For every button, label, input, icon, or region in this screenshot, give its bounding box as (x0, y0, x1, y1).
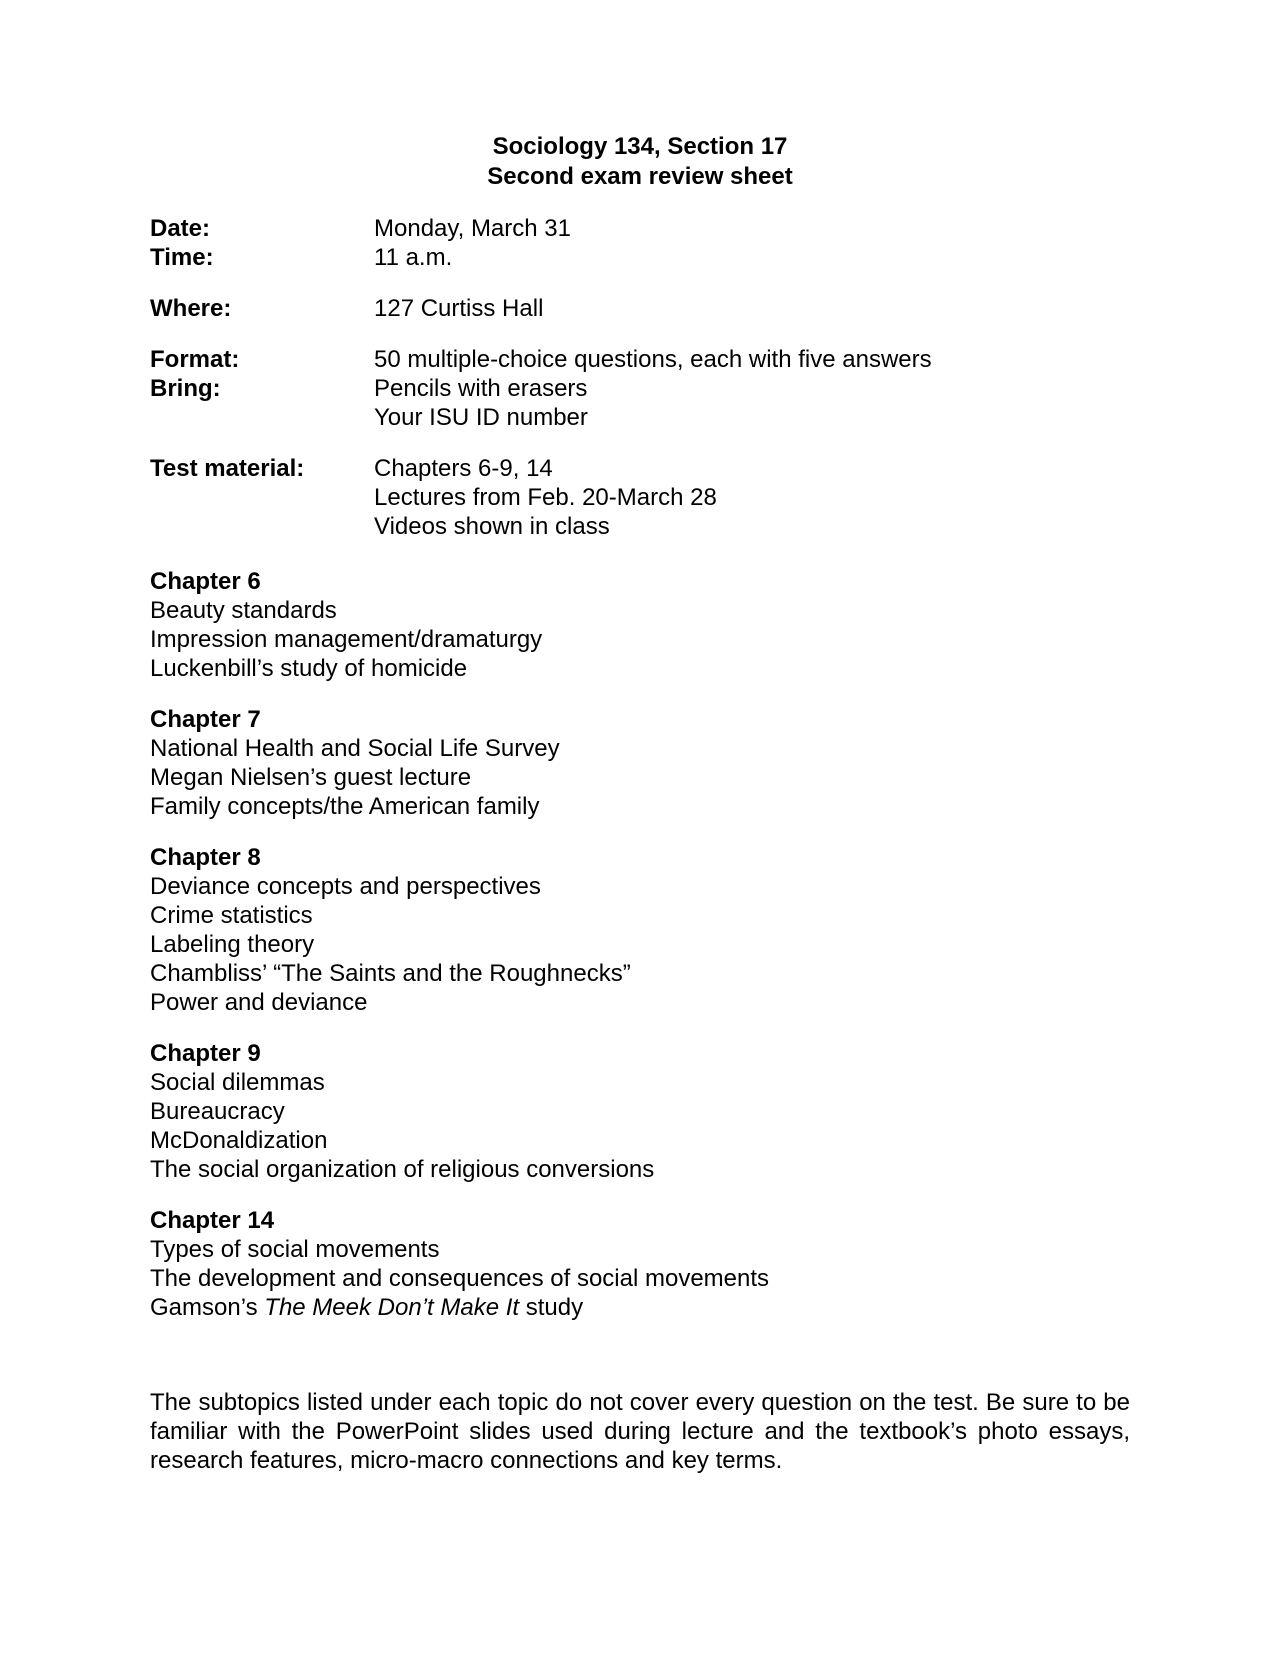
where-label: Where: (150, 295, 232, 322)
topic-item: Megan Nielsen’s guest lecture (150, 764, 472, 791)
chapter-section (150, 567, 1150, 683)
closing-note: The subtopics listed under each topic do not cover every question on the test. Be sure to be familiar with the PowerPoint slides used during lecture and the textbook’s photo essays, research features, micro-macro connections and key terms. (150, 1389, 1130, 1474)
topic-item: Types of social movements (150, 1236, 440, 1263)
time-row (150, 243, 1150, 272)
topic-item-gamson (150, 1293, 1150, 1322)
topic-item: The development and consequences of social movements (150, 1265, 770, 1292)
bring-row (150, 374, 1150, 432)
time-value: 11 a.m. (374, 244, 453, 271)
course-title: Sociology 134, Section 17 (492, 133, 788, 160)
topic-item: Power and deviance (150, 989, 368, 1016)
format-value: 50 multiple-choice questions, each with five answers (374, 346, 932, 373)
sheet-subtitle: Second exam review sheet (487, 163, 793, 190)
topic-item: Social dilemmas (150, 1069, 325, 1096)
topic-item: Beauty standards (150, 597, 337, 624)
format-label: Format: (150, 346, 240, 373)
chapter-heading: Chapter 9 (150, 1040, 261, 1067)
bring-item: Your ISU ID number (374, 404, 588, 431)
chapter-heading: Chapter 14 (150, 1207, 275, 1234)
time-label: Time: (150, 244, 214, 271)
material-row (150, 454, 1150, 541)
topic-item: National Health and Social Life Survey (150, 735, 560, 762)
chapter-heading: Chapter 6 (150, 568, 261, 595)
chapter-heading: Chapter 8 (150, 844, 261, 871)
topic-item: Impression management/dramaturgy (150, 626, 543, 653)
topic-item: Bureaucracy (150, 1098, 285, 1125)
where-row (150, 294, 1150, 323)
material-item: Chapters 6-9, 14 (374, 455, 553, 482)
material-label: Test material: (150, 455, 305, 482)
topic-prefix: Gamson’s (150, 1294, 265, 1321)
exam-info (150, 214, 1150, 541)
material-item: Videos shown in class (374, 513, 610, 540)
topic-item: Chambliss’ “The Saints and the Roughnecks” (150, 960, 631, 987)
bring-values (374, 374, 1150, 432)
topic-item: McDonaldization (150, 1127, 328, 1154)
document-title (0, 132, 1280, 192)
material-values (374, 454, 1150, 541)
bring-item: Pencils with erasers (374, 375, 588, 402)
where-value: 127 Curtiss Hall (374, 295, 544, 322)
chapter-section (150, 1206, 1150, 1322)
topic-item: Luckenbill’s study of homicide (150, 655, 468, 682)
topic-item: Labeling theory (150, 931, 315, 958)
date-row (150, 214, 1150, 243)
date-value: Monday, March 31 (374, 215, 571, 242)
bring-label: Bring: (150, 375, 221, 402)
topic-item: Crime statistics (150, 902, 313, 929)
material-item: Lectures from Feb. 20-March 28 (374, 484, 717, 511)
topic-suffix: study (519, 1294, 584, 1321)
format-row (150, 345, 1150, 374)
chapter-section (150, 1039, 1150, 1184)
topic-item: Family concepts/the American family (150, 793, 540, 820)
topic-item: Deviance concepts and perspectives (150, 873, 541, 900)
date-label: Date: (150, 215, 211, 242)
chapter-section (150, 843, 1150, 1017)
topic-item: The social organization of religious conversions (150, 1156, 655, 1183)
chapter-list (150, 567, 1150, 1344)
book-title: The Meek Don’t Make It (264, 1294, 520, 1321)
chapter-heading: Chapter 7 (150, 706, 261, 733)
chapter-section (150, 705, 1150, 821)
